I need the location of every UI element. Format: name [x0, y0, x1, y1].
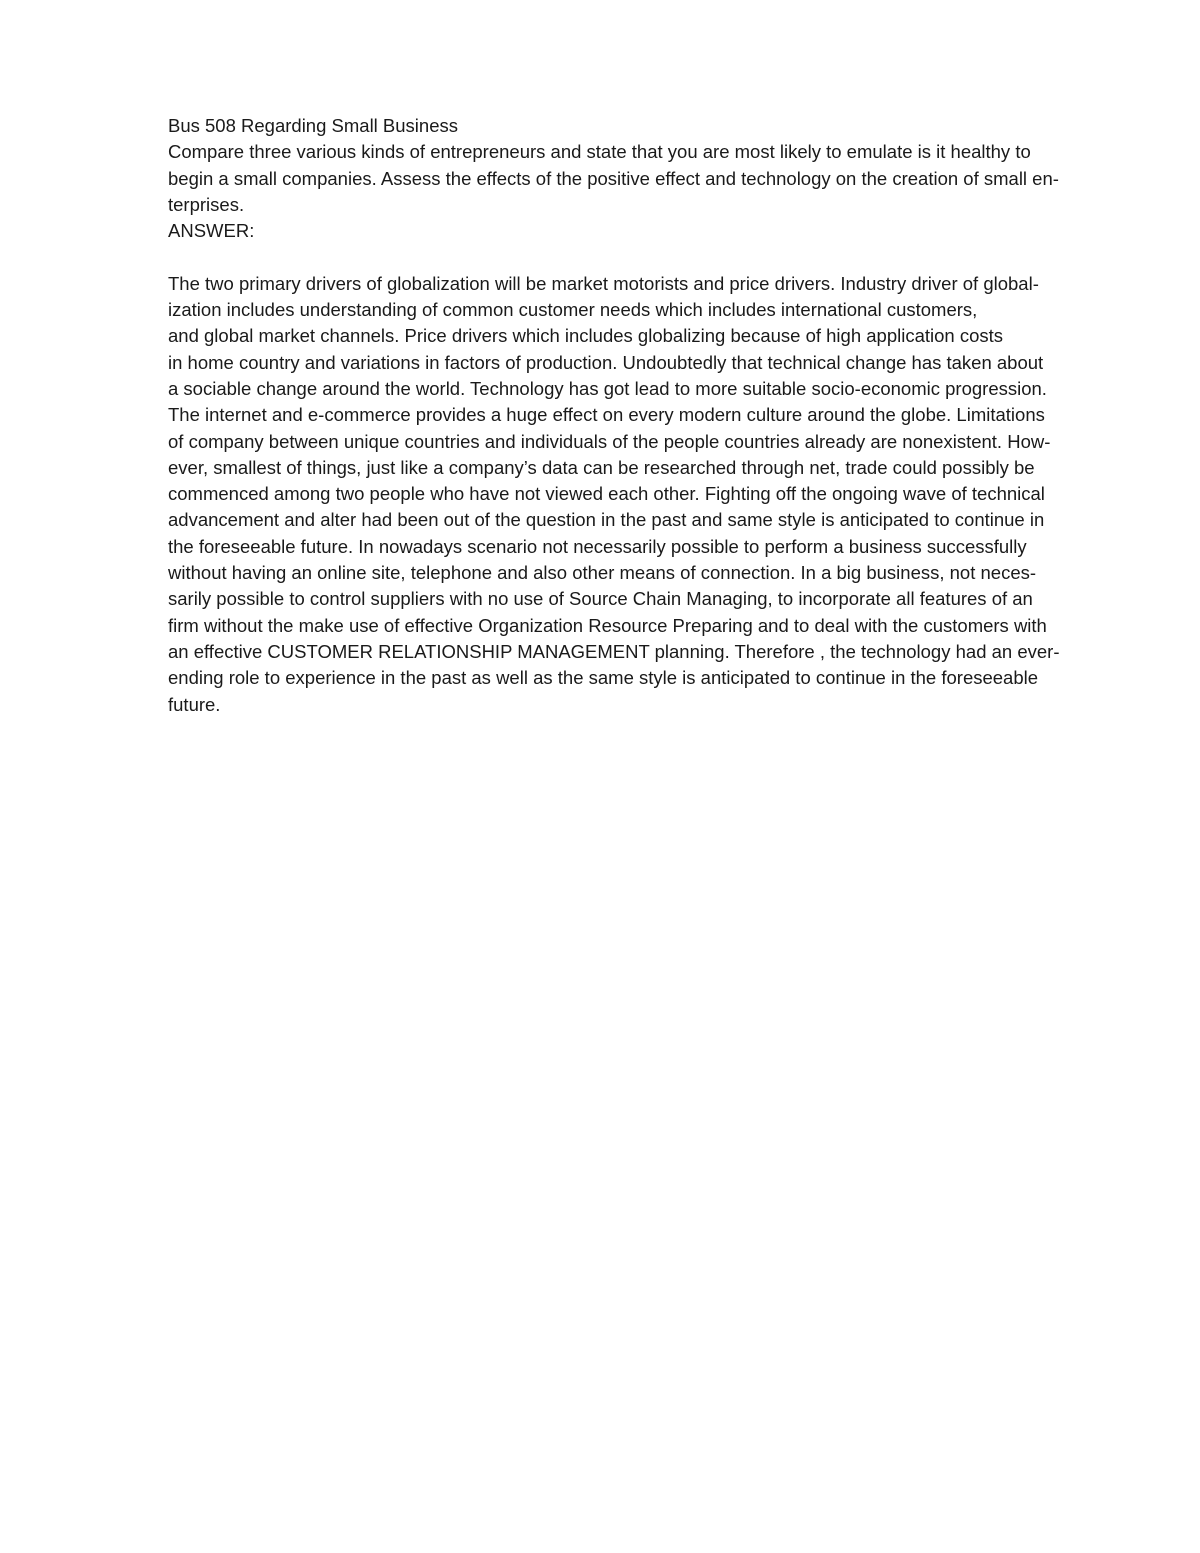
question-line: Compare three various kinds of entrepreneurs and state that you are most likely to emulate is it healthy to [168, 141, 1031, 163]
answer-line: without having an online site, telephone and also other means of connection. In a big business, not neces- [168, 562, 1037, 584]
answer-line: future. [168, 693, 221, 715]
document-body [168, 113, 1128, 718]
answer-label: ANSWER: [168, 220, 255, 242]
answer-line: a sociable change around the world. Technology has got lead to more suitable socio-economic progression. [168, 377, 1047, 399]
answer-line: an effective CUSTOMER RELATIONSHIP MANAGEMENT planning. Therefore , the technology had an ever- [168, 640, 1060, 662]
answer-line: sarily possible to control suppliers with no use of Source Chain Managing, to incorporate all features of an [168, 588, 1033, 610]
answer-line: the foreseeable future. In nowadays scenario not necessarily possible to perform a business successfully [168, 535, 1027, 557]
answer-line: in home country and variations in factors of production. Undoubtedly that technical change has taken about [168, 351, 1044, 373]
answer-line: and global market channels. Price drivers which includes globalizing because of high application costs [168, 325, 1004, 347]
answer-line: The two primary drivers of globalization will be market motorists and price drivers. Industry driver of global- [168, 272, 1039, 294]
answer-line: of company between unique countries and individuals of the people countries already are nonexistent. How- [168, 430, 1051, 452]
answer-line: ever, smallest of things, just like a company’s data can be researched through net, trade could possibly be [168, 456, 1035, 478]
answer-line: advancement and alter had been out of the question in the past and same style is anticipated to continue in [168, 509, 1045, 531]
blank-line [168, 244, 1128, 270]
document-title: Bus 508 Regarding Small Business [168, 115, 458, 136]
question-paragraph [168, 139, 1128, 218]
question-line: begin a small companies. Assess the effects of the positive effect and technology on the creation of small en- [168, 167, 1059, 189]
answer-line: The internet and e-commerce provides a huge effect on every modern culture around the globe. Limitations [168, 404, 1045, 426]
answer-line: firm without the make use of effective Organization Resource Preparing and to deal with the customers with [168, 614, 1047, 636]
answer-line: ization includes understanding of common customer needs which includes international customers, [168, 299, 978, 321]
answer-paragraph [168, 271, 1128, 718]
answer-line: ending role to experience in the past as well as the same style is anticipated to continue in the foreseeable [168, 667, 1039, 689]
answer-line: commenced among two people who have not viewed each other. Fighting off the ongoing wave of technical [168, 483, 1045, 505]
question-line: terprises. [168, 193, 245, 215]
